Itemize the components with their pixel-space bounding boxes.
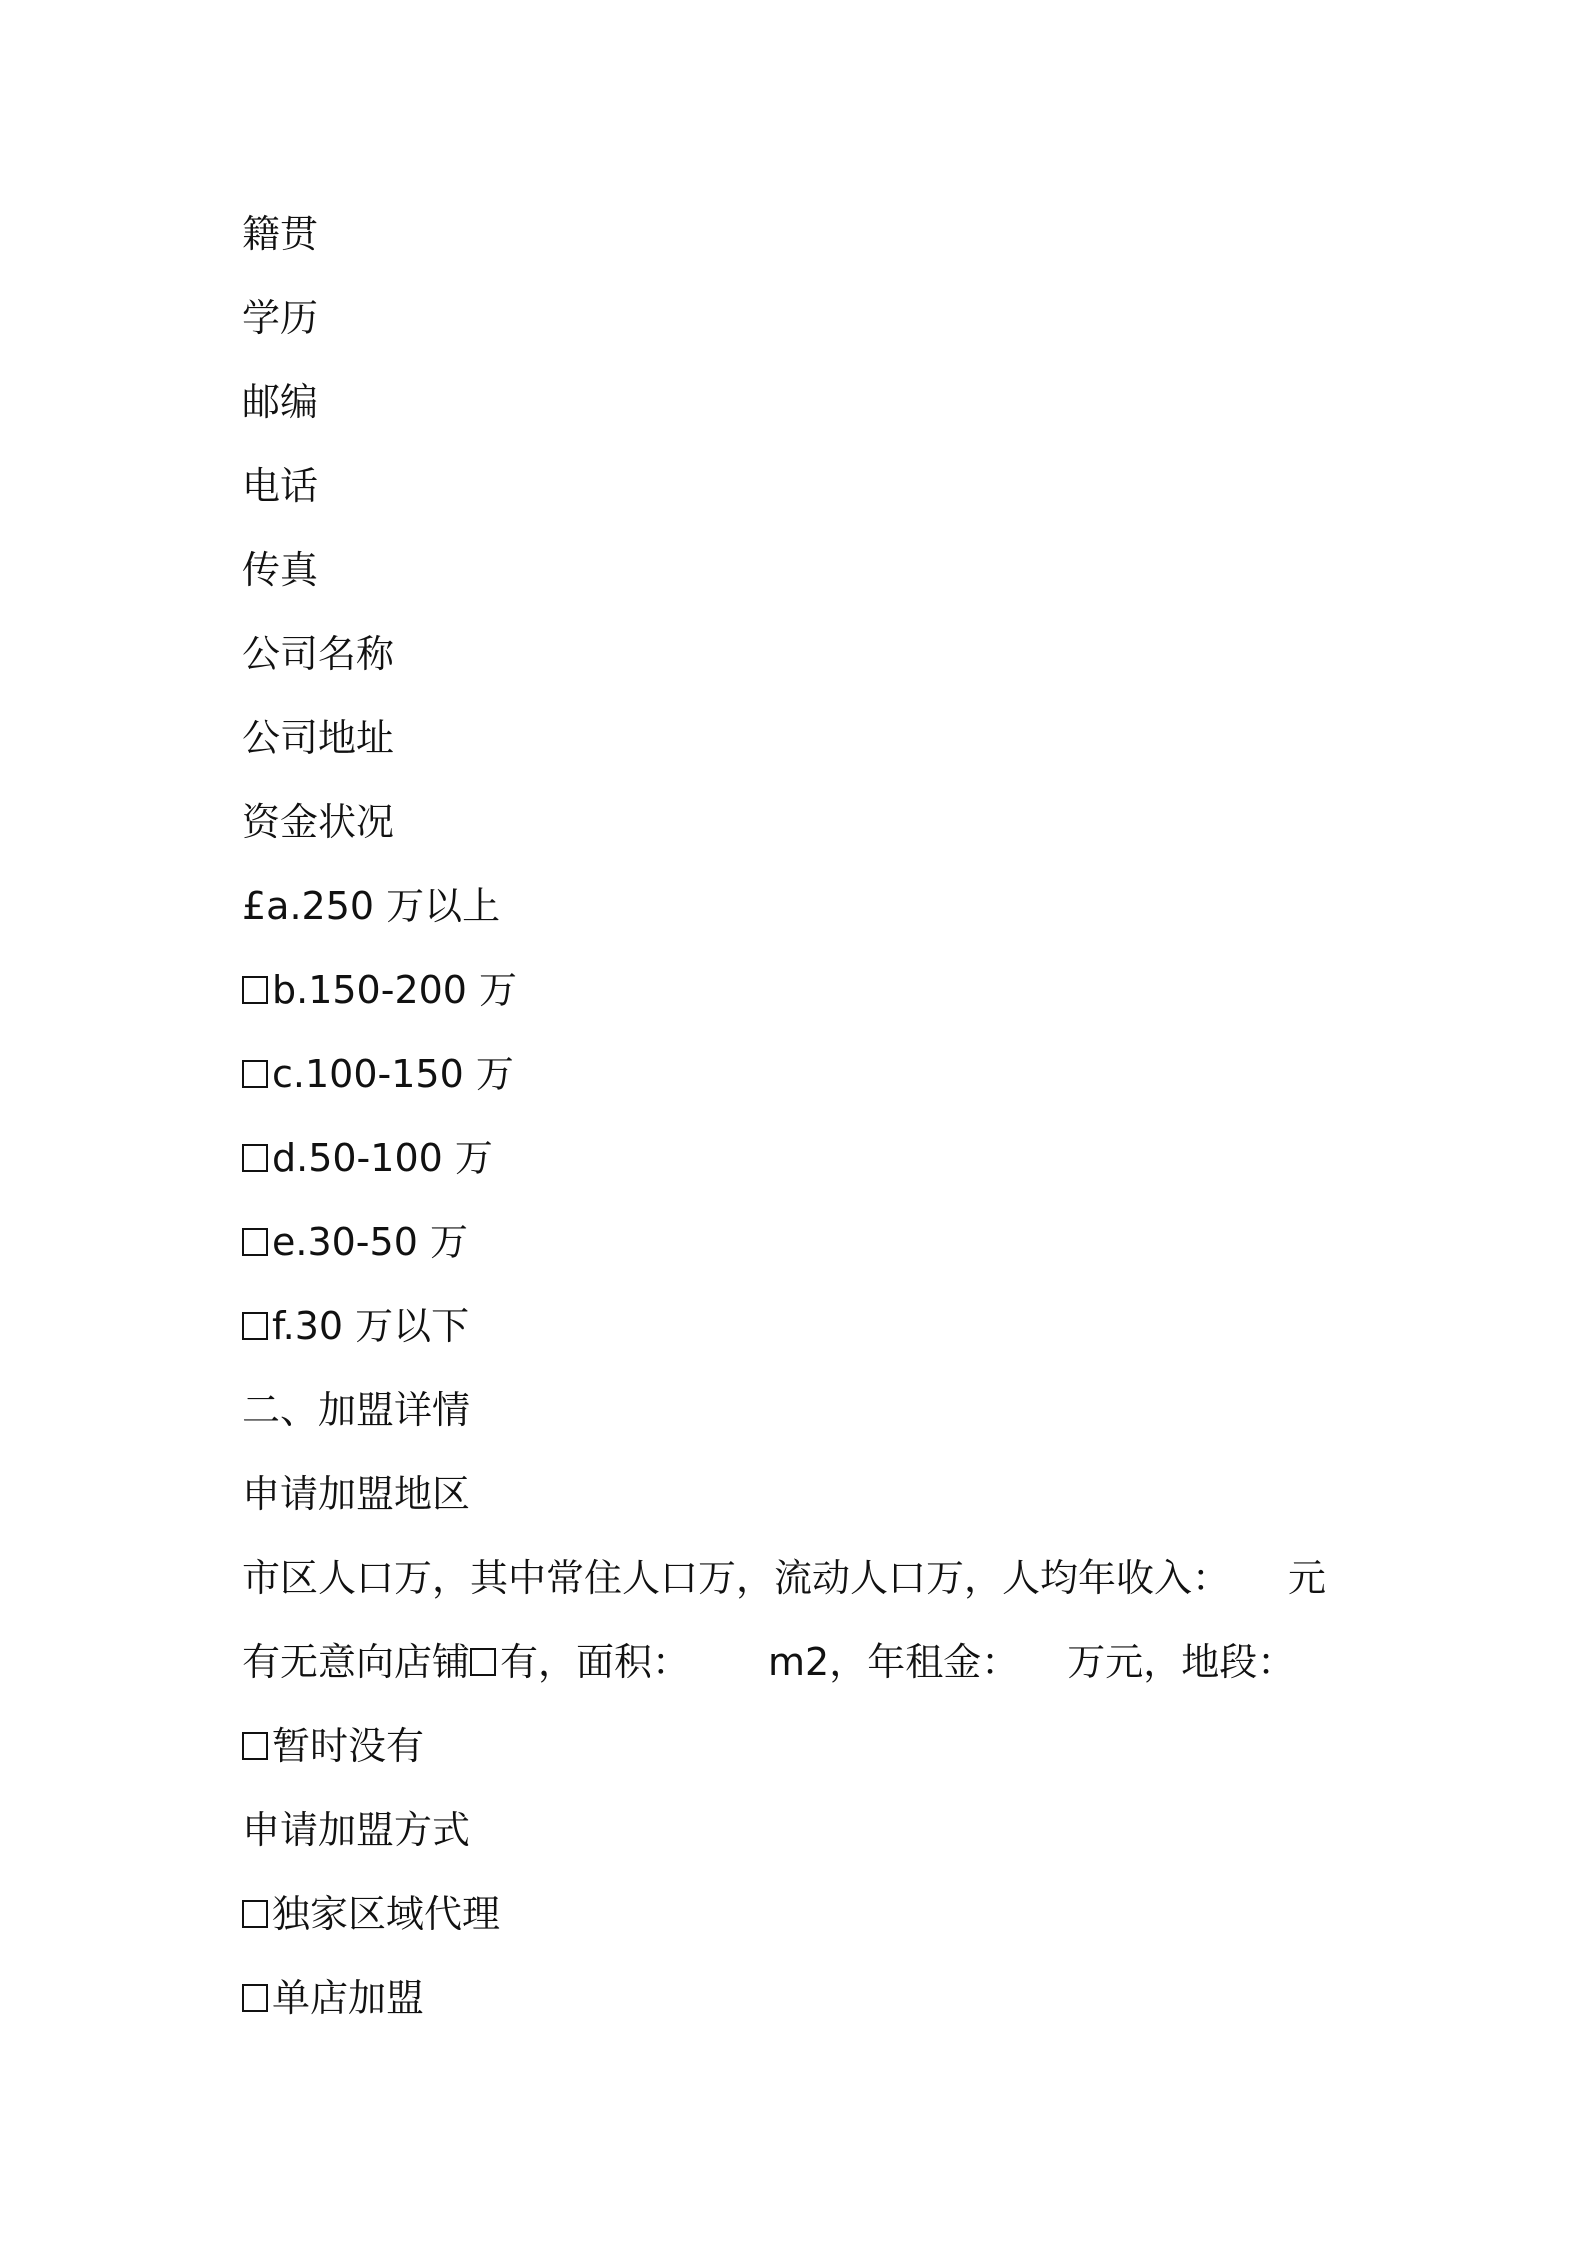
checkbox-icon[interactable] <box>242 1732 268 1760</box>
section2-heading: 二、加盟详情 <box>242 1388 471 1432</box>
education-label: 学历 <box>242 296 319 340</box>
funding-option-b-label: b.150-200 万 <box>272 968 518 1012</box>
funding-option-e-label: e.30-50 万 <box>272 1220 468 1264</box>
funding-option-d-label: d.50-100 万 <box>272 1136 493 1180</box>
checkbox-icon[interactable] <box>242 1984 268 2012</box>
apply-method-label: 申请加盟方式 <box>242 1808 471 1852</box>
funding-option-f-label: f.30 万以下 <box>272 1304 470 1348</box>
rent-unit: 万元，地段： <box>1067 1640 1296 1684</box>
checkbox-icon[interactable] <box>470 1648 496 1676</box>
checkbox-icon[interactable] <box>242 1144 268 1172</box>
store-none-label: 暂时没有 <box>272 1724 425 1768</box>
form-content <box>242 192 1392 2040</box>
checkbox-icon[interactable] <box>242 1228 268 1256</box>
funding-option-c[interactable] <box>242 1032 1392 1116</box>
method-exclusive-option[interactable] <box>242 1872 1392 1956</box>
funding-option-a[interactable] <box>242 864 1392 948</box>
company-address-label: 公司地址 <box>242 716 395 760</box>
funding-status-label: 资金状况 <box>242 800 395 844</box>
phone-label: 电话 <box>242 464 319 508</box>
checkbox-icon[interactable] <box>242 1312 268 1340</box>
funding-option-e[interactable] <box>242 1200 1392 1284</box>
native-place-label: 籍贯 <box>242 212 319 256</box>
apply-region-label: 申请加盟地区 <box>242 1472 471 1516</box>
method-single-option[interactable] <box>242 1956 1392 2040</box>
store-have-label: 有，面积： <box>500 1640 691 1684</box>
population-line <box>242 1536 1392 1620</box>
postcode-label: 邮编 <box>242 380 319 424</box>
fax-label: 传真 <box>242 548 319 592</box>
store-intent-line <box>242 1620 1392 1704</box>
income-unit: 元 <box>1288 1556 1327 1600</box>
method-exclusive-label: 独家区域代理 <box>272 1892 501 1936</box>
store-intent-label: 有无意向店铺 <box>242 1640 471 1684</box>
funding-option-c-label: c.100-150 万 <box>272 1052 514 1096</box>
population-text: 市区人口万，其中常住人口万，流动人口万，人均年收入： <box>242 1556 1231 1600</box>
company-name-label: 公司名称 <box>242 632 395 676</box>
checkbox-icon[interactable] <box>242 1060 268 1088</box>
method-single-label: 单店加盟 <box>272 1976 425 2020</box>
checkbox-icon[interactable] <box>242 1900 268 1928</box>
funding-option-b[interactable] <box>242 948 1392 1032</box>
funding-option-d[interactable] <box>242 1116 1392 1200</box>
checkbox-icon[interactable] <box>242 976 268 1004</box>
funding-option-f[interactable] <box>242 1284 1392 1368</box>
store-none-option[interactable] <box>242 1704 1392 1788</box>
funding-option-a-label: £a.250 万以上 <box>242 884 501 928</box>
area-unit: m2，年租金： <box>768 1640 1020 1684</box>
